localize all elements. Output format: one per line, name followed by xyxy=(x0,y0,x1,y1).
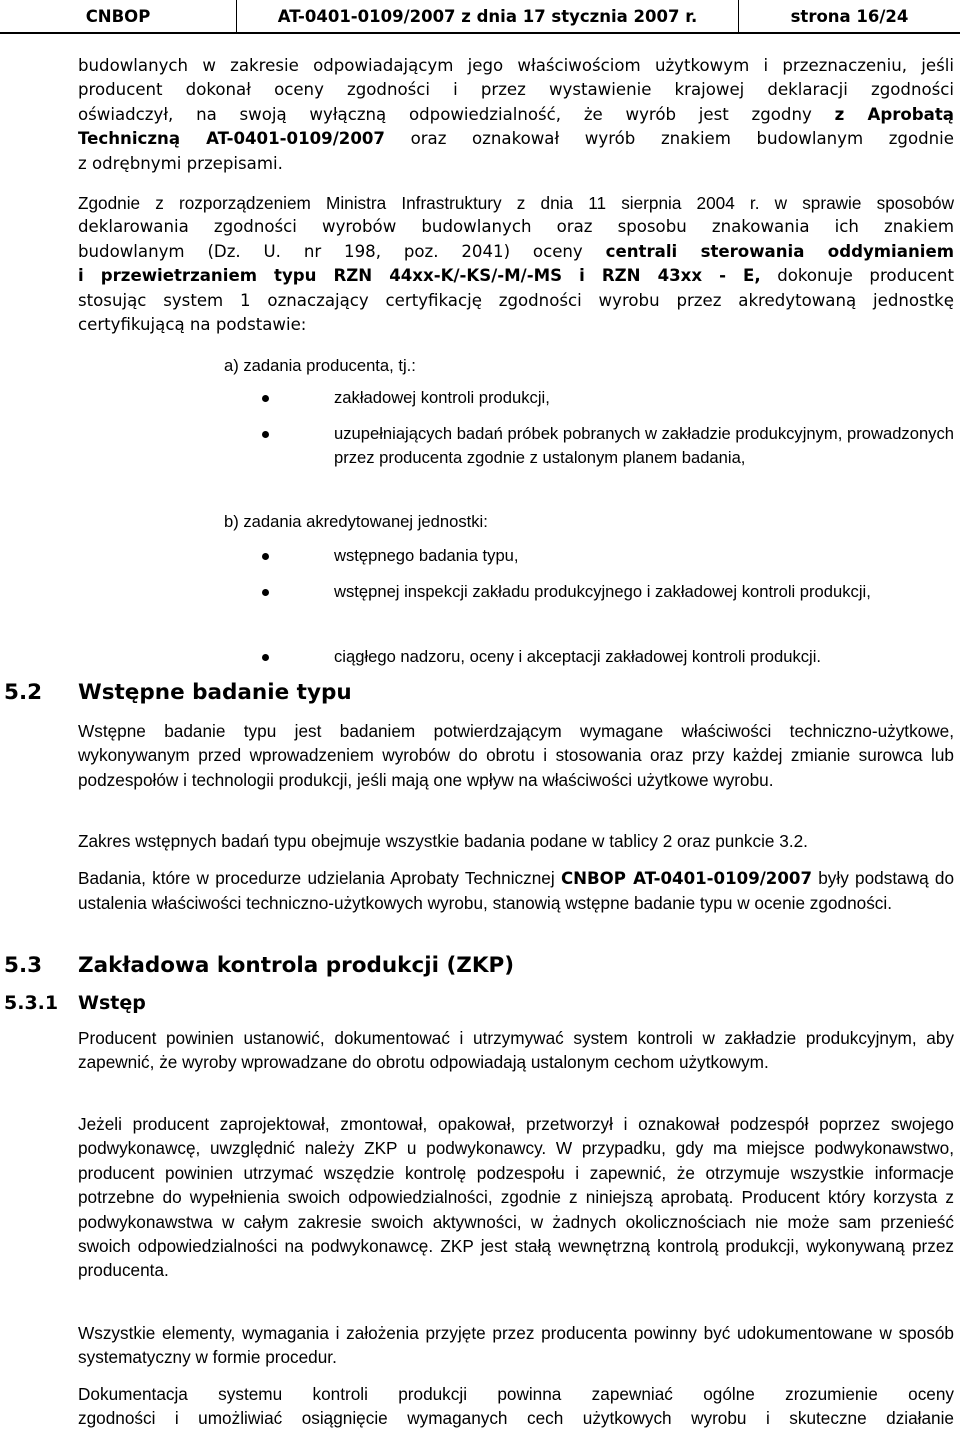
section-number: 5.2 xyxy=(4,680,43,705)
section-title: Wstępne badanie typu xyxy=(78,680,352,705)
text-line: Dokumentacja systemu kontroli produkcji powinna zapewniać ogólne zrozumienie oceny xyxy=(78,1384,954,1404)
list-item: wstępnego badania typu, xyxy=(334,546,519,565)
list-item: wstępnej inspekcji zakładu produkcyjnego i zakładowej kontroli produkcji, xyxy=(334,582,871,601)
intro-paragraph xyxy=(78,54,954,176)
page-header xyxy=(0,0,960,34)
bullet-icon xyxy=(262,654,269,661)
list-item: zakładowej kontroli produkcji, xyxy=(334,388,550,407)
list-item: uzupełniających badań próbek pobranych w zakładzie produkcyjnym, prowadzonych przez producenta zgodnie z ustalonym planem badania, xyxy=(334,424,954,468)
subcontracting-paragraph: Jeżeli producent zaprojektował, zmontował, opakował, przetworzył i oznakował podzespół poprzez swojego podwykonawcę, uwzględnić należy ZKP u podwykonawcy. W przypadku, gdy ma miejsce podwykonawstwo, producent powinien utrzymać wszędzie kontrolę podzespołu i zapewnić, że otrzymuje wszystkie informacje potrzebne do wypełnienia swoich odpowiedzialności, zgodnie z niniejszą aprobatą. Producent który korzysta z podwykonawstwa w całym zakresie swoich aktywności, w żadnych okolicznościach nie może sam przenieść swoich odpowiedzialności na podwykonawcę. ZKP jest stałą wewnętrzną kontrolą produkcji, wykonywaną przez producenta. xyxy=(78,1114,954,1281)
header-org: CNBOP xyxy=(85,6,151,26)
text-line: i przewietrzaniem typu RZN 44xx-K/-KS/-M/-MS i RZN 43xx - E, dokonuje producent xyxy=(78,266,954,286)
header-page-number: strona 16/24 xyxy=(790,6,909,26)
section-title: Zakładowa kontrola produkcji (ZKP) xyxy=(78,953,515,978)
regulation-paragraph xyxy=(78,191,954,337)
documentation-system-paragraph xyxy=(78,1382,954,1431)
subsection-number: 5.3.1 xyxy=(4,992,59,1014)
fpc-intro-paragraph: Producent powinien ustanowić, dokumentować i utrzymywać system kontroli w zakładzie produkcyjnym, aby zapewnić, że wyroby wprowadzane do obrotu odpowiadają ustalonym cechom użytkowym. xyxy=(78,1028,954,1073)
section-number: 5.3 xyxy=(4,953,43,978)
subsection-title: Wstęp xyxy=(78,992,146,1014)
text-line: producent dokonał oceny zgodności i przez wystawienie krajowej deklaracji zgodności xyxy=(78,80,954,100)
bullet-icon xyxy=(262,553,269,560)
list-label-a: a) zadania producenta, tj.: xyxy=(224,356,416,375)
header-document-id: AT-0401-0109/2007 z dnia 17 stycznia 2007 r. xyxy=(236,0,739,32)
bullet-icon xyxy=(262,589,269,596)
documentation-paragraph: Wszystkie elementy, wymagania i założenia przyjęte przez producenta powinny być udokumentowane w sposób systematyczny w formie procedur. xyxy=(78,1323,954,1368)
text-line: budowlanych w zakresie odpowiadającym jego właściwościom użytkowym i przeznaczeniu, jeśli xyxy=(78,56,954,75)
text-line: oświadczył, na swoją wyłączną odpowiedzialność, że wyrób jest zgodny z Aprobatą xyxy=(78,104,955,124)
text-line: zgodności i umożliwiać osiągnięcie wymaganych cech użytkowych wyrobu i skuteczne działanie xyxy=(78,1408,954,1429)
text-line: Zgodnie z rozporządzeniem Ministra Infrastruktury z dnia 11 sierpnia 2004 r. w sprawie sposobów xyxy=(78,193,954,213)
text-line: Techniczną AT-0401-0109/2007 oraz oznakował wyrób znakiem budowlanym zgodnie xyxy=(78,129,954,149)
text-line: budowlanym (Dz. U. nr 198, poz. 2041) oceny centrali sterowania oddymianiem xyxy=(78,241,954,261)
bullet-icon xyxy=(262,431,269,438)
list-item: ciągłego nadzoru, oceny i akceptacji zakładowej kontroli produkcji. xyxy=(334,647,822,666)
text-line: deklarowania zgodności wyrobów budowlanych oraz sposobu znakowania ich znakiem xyxy=(78,217,954,237)
text-line: z odrębnymi przepisami. xyxy=(78,153,283,173)
type-testing-paragraph: Wstępne badanie typu jest badaniem potwierdzającym wymagane właściwości techniczno-użytkowe, wykonywanym przed wprowadzeniem wyrobów do obrotu i stosowania oraz przy każdej zmianie surowca lub podzespołów i technologii produkcji, jeśli mają one wpływ na właściwości użytkowe wyrobu. xyxy=(78,721,954,790)
text-line: stosując system 1 oznaczający certyfikację zgodności wyrobu przez akredytowaną jednostkę xyxy=(78,290,954,310)
list-label-b: b) zadania akredytowanej jednostki: xyxy=(224,512,488,531)
bullet-icon xyxy=(262,395,269,402)
text-line: certyfikującą na podstawie: xyxy=(78,315,307,335)
approval-paragraph: Badania, które w procedurze udzielania Aprobaty Technicznej CNBOP AT-0401-0109/2007 były podstawą do ustalenia właściwości techniczno-użytkowych wyrobu, stanowią wstępne badanie typu w ocenie zgodności. xyxy=(78,868,955,914)
scope-paragraph: Zakres wstępnych badań typu obejmuje wszystkie badania podane w tablicy 2 oraz punkcie 3.2. xyxy=(78,831,808,851)
